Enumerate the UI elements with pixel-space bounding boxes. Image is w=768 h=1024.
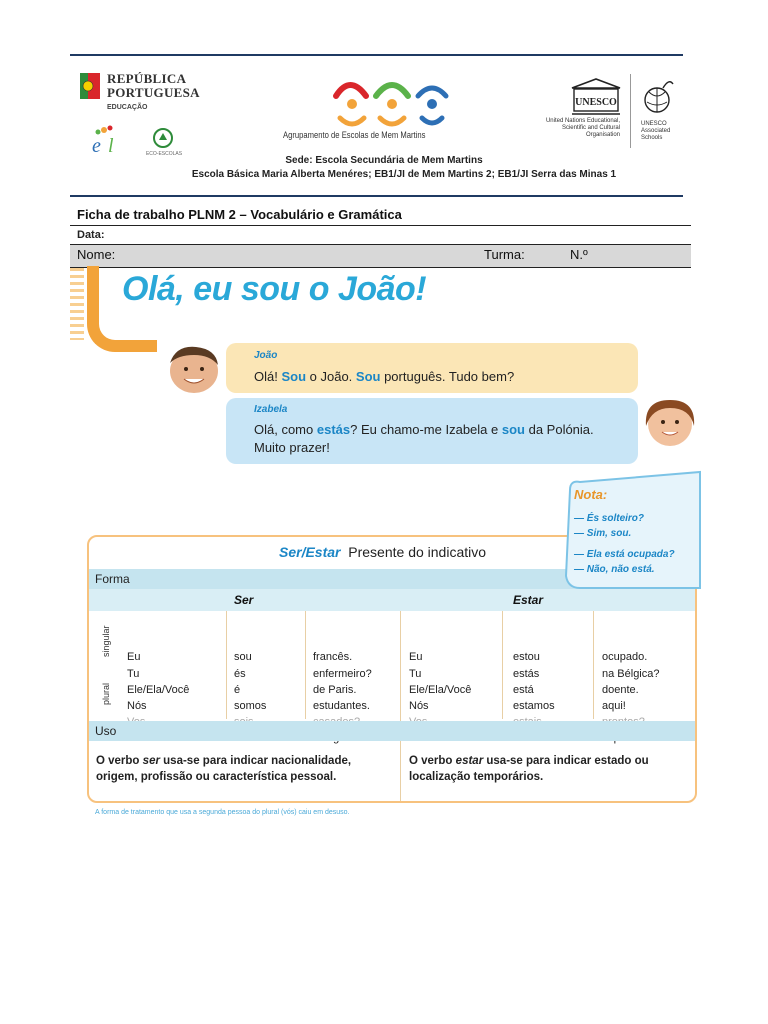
estar-pronouns: Eu Tu Ele/Ela/Você Nós [409, 651, 472, 713]
uso-estar-text: O verbo estar usa-se para indicar estado ou localização temporários. [409, 755, 649, 783]
date-label: Data: [77, 229, 105, 241]
school-group-logo-icon [330, 74, 454, 128]
col-sep [593, 611, 594, 719]
class-label: Turma: [484, 247, 525, 262]
footnote: A forma de tratamento que usa a segunda pessoa do plural (vós) caiu em desuso. [95, 809, 350, 816]
col-sep [226, 611, 227, 719]
eco-schools-label: ECO-ESCOLAS [145, 151, 183, 157]
name-row[interactable] [70, 244, 691, 268]
svg-text:l: l [108, 135, 114, 156]
gov-sub: EDUCAÇÃO [107, 104, 148, 111]
nota-line-2: — Sim, sou. [574, 528, 632, 539]
plural-label: plural [101, 682, 111, 705]
el-project-logo-icon [88, 122, 132, 156]
estar-header: Estar [513, 593, 544, 607]
unesco-schools-globe-icon [641, 78, 675, 118]
joao-line: Olá! Sou o João. Sou português. Tudo bem? [254, 369, 515, 384]
nota-line-1: — És solteiro? [574, 513, 645, 524]
uso-label: Uso [95, 724, 117, 738]
col-sep [502, 611, 503, 719]
izabela-line-2: Muito prazer! [254, 440, 330, 455]
unesco-description: United Nations Educational, Scientific and Cultural Organisation [545, 118, 620, 138]
izabela-avatar [642, 396, 698, 448]
grammar-title: Ser/Estar Presente do indicativo [279, 544, 487, 560]
decorative-stripes [70, 268, 84, 340]
svg-text:e: e [92, 135, 101, 156]
izabela-speaker: Izabela [254, 404, 288, 415]
sede-line-2: Escola Básica Maria Alberta Menéres; EB1/JI de Mem Martins 2; EB1/JI Serra das Minas 1 [191, 169, 617, 180]
ser-forms: sou és é somos [234, 651, 267, 713]
izabela-speech-bubble [226, 398, 638, 464]
school-group-name: Agrupamento de Escolas de Mem Martins [283, 130, 426, 140]
uso-ser-text: O verbo ser usa-se para indicar nacionalidade, origem, profissão ou característica pessoal. [96, 755, 352, 783]
nota-title: Nota: [574, 487, 608, 502]
eco-schools-logo-icon [150, 128, 176, 150]
verb-header-band [89, 589, 695, 611]
izabela-line-1: Olá, como estás? Eu chamo-me Izabela e sou da Polónia. [254, 422, 594, 437]
unesco-divider [630, 74, 631, 148]
estar-forms: estou estás está estamos [513, 651, 555, 713]
number-label: N.º [570, 247, 588, 262]
singular-label: singular [101, 625, 111, 657]
unesco-temple-icon [570, 78, 622, 116]
sede-line-1: Sede: Escola Secundária de Mem Martins [285, 155, 483, 166]
joao-speaker: João [254, 350, 278, 361]
nota-line-3: — Ela está ocupada? [574, 549, 675, 560]
col-sep [400, 611, 401, 803]
estar-examples: ocupado. na Bélgica? doente. aqui! [602, 651, 660, 713]
ser-header: Ser [234, 593, 254, 607]
nota-line-4: — Não, não está. [574, 564, 655, 575]
header-bottom-rule [70, 195, 683, 197]
lesson-title: Olá, eu sou o João! [122, 270, 427, 308]
svg-text:UNESCO: UNESCO [575, 97, 617, 108]
worksheet-title: Ficha de trabalho PLNM 2 – Vocabulário e Gramática [77, 207, 402, 222]
ser-examples: francês. enfermeiro? de Paris. estudantes. [313, 651, 372, 713]
ser-pronouns: Eu Tu Ele/Ela/Você Nós [127, 651, 190, 713]
joao-avatar [166, 343, 222, 395]
joao-speech-bubble [226, 343, 638, 393]
gov-name: REPÚBLICA PORTUGUESA [107, 71, 200, 100]
unesco-schools-label: UNESCO Associated Schools [641, 121, 671, 141]
col-sep [305, 611, 306, 719]
portugal-flag-icon [80, 73, 100, 99]
name-label: Nome: [77, 247, 116, 262]
forma-label: Forma [95, 572, 130, 586]
title-underline [70, 225, 691, 226]
uso-band [89, 721, 695, 741]
header-top-rule [70, 54, 683, 56]
